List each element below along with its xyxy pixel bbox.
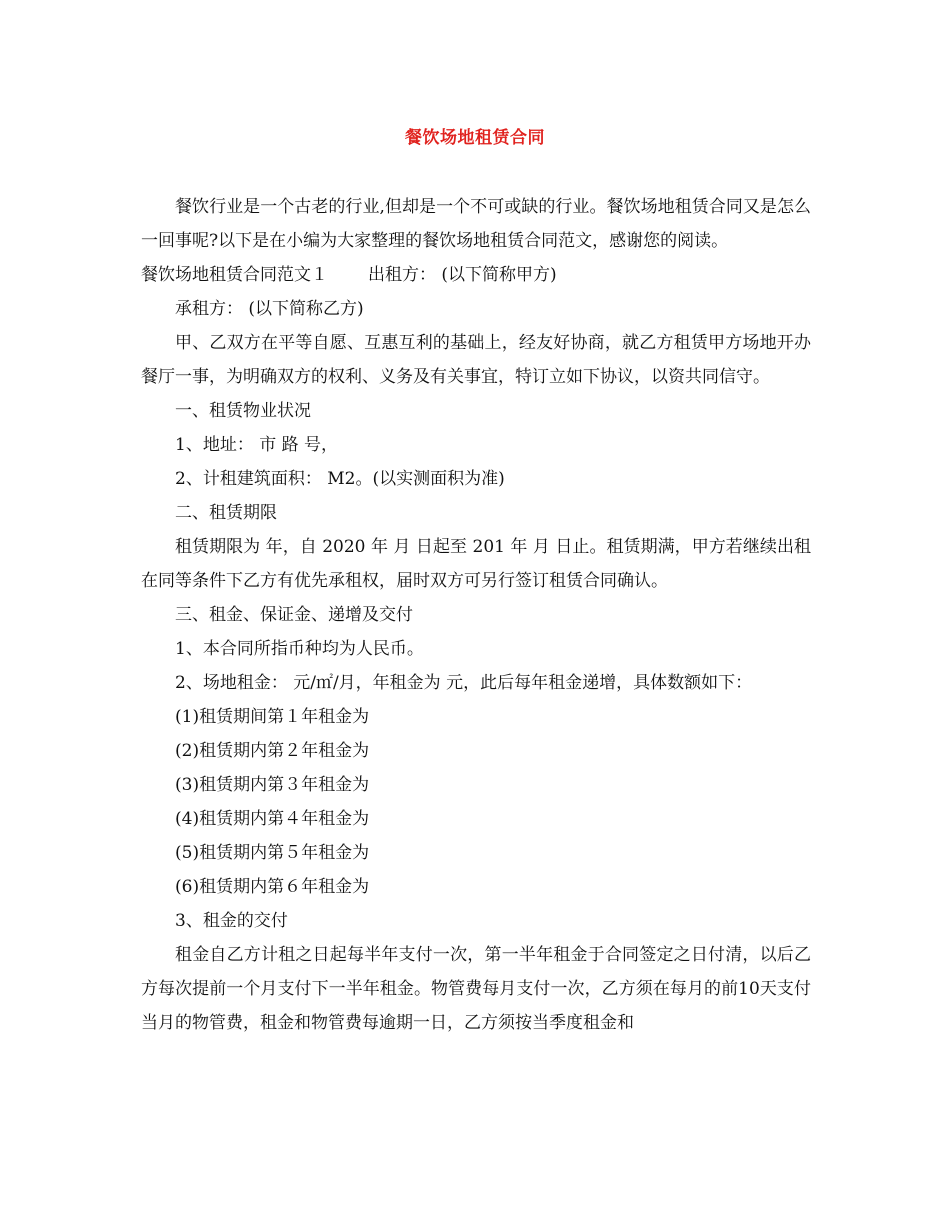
rent-year-5: (5)租赁期内第５年租金为 (175, 843, 370, 863)
rent-year-4: (4)租赁期内第４年租金为 (175, 809, 370, 829)
document-title: 餐饮场地租赁合同 (405, 128, 545, 148)
section2-paragraph: 租赁期限为 年，自 2020 年 月 日起至 201 年 月 日止。租赁期满，甲方若继续出租在同等条件下乙方有优先承租权，届时双方可另行签订租赁合同确认。 (141, 537, 811, 591)
rent-year-1: (1)租赁期间第１年租金为 (175, 707, 370, 727)
payment-paragraph: 租金自乙方计租之日起每半年支付一次，第一半年租金于合同签定之日付清，以后乙方每次提前一个月支付下一半年租金。物管费每月支付一次，乙方须在每月的前10天支付当月的物管费，租金和物管费每逾期一日，乙方须按当季度租金和 (141, 945, 811, 1033)
lessee-line: 承租方： (以下简称乙方) (175, 299, 364, 319)
section1-title: 一、租赁物业状况 (175, 401, 311, 421)
section3-item1: 1、本合同所指币种均为人民币。 (175, 639, 424, 659)
preamble-paragraph: 甲、乙双方在平等自愿、互惠互利的基础上，经友好协商，就乙方租赁甲方场地开办餐厅一事，为明确双方的权利、义务及有关事宜，特订立如下协议，以资共同信守。 (141, 333, 811, 387)
rent-year-3: (3)租赁期内第３年租金为 (175, 775, 370, 795)
sample-heading-line (141, 258, 811, 292)
section1-item2: 2、计租建筑面积： M2。(以实测面积为准) (175, 469, 505, 489)
lessor-line: 出租方： (以下简称甲方) (368, 265, 557, 285)
section1-item1: 1、地址： 市 路 号， (175, 435, 339, 455)
sample-heading: 餐饮场地租赁合同范文１ (141, 265, 328, 285)
section3-title: 三、租金、保证金、递增及交付 (175, 605, 413, 625)
rent-year-2: (2)租赁期内第２年租金为 (175, 741, 370, 761)
rent-year-6: (6)租赁期内第６年租金为 (175, 877, 370, 897)
section3-item2: 2、场地租金： 元/㎡/月，年租金为 元，此后每年租金递增，具体数额如下： (175, 673, 753, 693)
section2-title: 二、租赁期限 (175, 503, 277, 523)
document-body (141, 190, 811, 1040)
section3-item3: 3、租金的交付 (175, 911, 288, 931)
intro-paragraph: 餐饮行业是一个古老的行业,但却是一个不可或缺的行业。餐饮场地租赁合同又是怎么一回事呢?以下是在小编为大家整理的餐饮场地租赁合同范文，感谢您的阅读。 (141, 197, 811, 251)
